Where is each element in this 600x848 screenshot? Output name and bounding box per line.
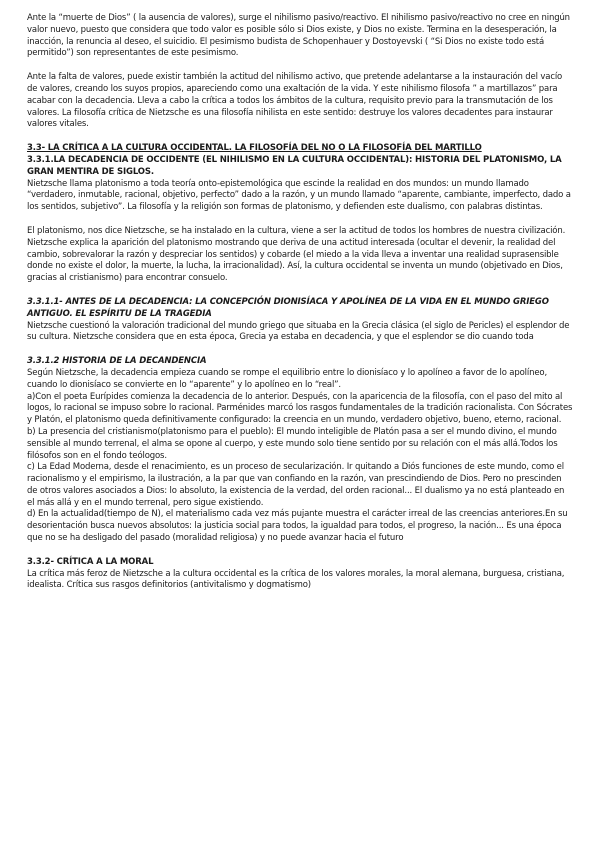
paragraph-platonism-origin: Nietzsche explica la aparición del platonismo mostrando que deriva de una actitud interesada (ocultar el devenir, la realidad del cambio, sobrevalorar la razón y despreciar los sentidos) y cobarde (el miedo a la vida lleva a inventar una realidad suprasensible donde no existe el dolor, la muerte, la lucha, la irracionalidad). Así, la cultura occidental se inventa un mundo (objetivado en Dios, gracias al cristianismo) para encontrar consuelo. bbox=[27, 237, 563, 284]
heading-3-3-1: 3.3.1.LA DECADENCIA DE OCCIDENTE (EL NIHILISMO EN LA CULTURA OCCIDENTAL): HISTORIA DEL PLATONISMO, LA GRAN MENTIRA DE SIGLOS. bbox=[27, 154, 562, 177]
paragraph-platonism-definition: Nietzsche llama platonismo a toda teoría onto-epistemológica que escinde la realidad en dos mundos: un mundo llamado “verdadero, inmutable, racional, objetivo, perfecto” dado a la razón, y un mundo llamado “aparente, cambiante, imperfecto, dado a los sentidos, subjetivo”. La filosofía y la religión son formas de platonismo, y defienden este dualismo, con palabras distintas. bbox=[27, 178, 571, 213]
paragraph-decadence-start: Según Nietzsche, la decadencia empieza cuando se rompe el equilibrio entre lo dionisíaco y lo apolíneo a favor de lo apolíneo, cuando lo dionisíaco se convierte en lo “aparente” y lo apolíneo en lo “real”. bbox=[27, 367, 547, 390]
heading-3-3-1-1: 3.3.1.1- ANTES DE LA DECADENCIA: LA CONCEPCIÓN DIONISÍACA Y APOLÍNEA DE LA VIDA EN EL MUNDO GRIEGO ANTIGUO. EL ESPÍRITU DE LA TRAGEDIA bbox=[27, 296, 549, 319]
paragraph-decadence-b: b) La presencia del cristianismo(platonismo para el pueblo): El mundo inteligible de Platón pasa a ser el mundo divino, el mundo sensible al mundo terrenal, el alma se opone al cuerpo, y este mundo solo tiene sentido por su relación con el más allá.Todos los filósofos son en el fondo teólogos. bbox=[27, 426, 558, 461]
paragraph-active-nihilism: Ante la falta de valores, puede existir también la actitud del nihilismo activo, que pretende adelantarse a la instauración del vacío de valores, creando los suyos propios, apareciendo como una exaltación de la vida. Y este nihilismo filosofa ” a martillazos” para acabar con la decadencia. Lleva a cabo la crítica a todos los ámbitos de la cultura, requisito previo para la transmutación de los valores. La filosofía crítica de Nietzsche es una filosofía nihilista en este sentido: destruye los valores decadentes para instaurar valores vitales. bbox=[27, 72, 563, 130]
heading-3-3-1-2: 3.3.1.2 HISTORIA DE LA DECANDENCIA bbox=[27, 356, 207, 367]
paragraph-decadence-c: c) La Edad Moderna, desde el renacimiento, es un proceso de secularización. Ir quitando a Diós funciones de este mundo, como el racionalismo y el empirismo, la ilustración, a la par que van confiando en la razón, van prescindiendo de Dios. Pero no prescinden de otros valores asociados a Dios: lo absoluto, la existencia de la verdad, del orden racional... El dualismo ya no está planteado en el más allá y en el mundo terrenal, pero sigue existiendo. bbox=[27, 462, 565, 508]
paragraph-decadence-d: d) En la actualidad(tiempo de N), el materialismo cada vez más pujante muestra el carácter irreal de las creencias anteriores.En su desorientación busca nuevos absolutos: la justicia social para todos, la igualdad para todos, el progreso, la nación... Es una época que no se ha desligado del pasado (moralidad religiosa) y no puede avanzar hacia el futuro bbox=[27, 509, 568, 544]
paragraph-platonism-culture: El platonismo, nos dice Nietzsche, se ha instalado en la cultura, viene a ser la actitud de todos los hombres de nuestra civilización. bbox=[27, 225, 566, 236]
heading-3-3: 3.3- LA CRÍTICA A LA CULTURA OCCIDENTAL. LA FILOSOFÍA DEL NO O LA FILOSOFÍA DEL MARTILLO bbox=[27, 143, 482, 154]
heading-3-3-2: 3.3.2- CRÍTICA A LA MORAL bbox=[27, 556, 154, 567]
paragraph-moral-critique: La crítica más feroz de Nietzsche a la cultura occidental es la crítica de los valores morales, la moral alemana, burguesa, cristiana, idealista. Crítica sus rasgos definitorios (antivitalismo y dogmatismo) bbox=[27, 568, 565, 591]
paragraph-pasive-nihilism: Ante la “muerte de Dios” ( la ausencia de valores), surge el nihilismo pasivo/reactivo. El nihilismo pasivo/reactivo no cree en ningún valor nuevo, puesto que considera que todo valor es posible sólo si Dios existe, y Dios no existe. Termina en la desesperación, la inacción, la renuncia al deseo, el suicidio. El pesimismo budista de Schopenhauer y Dostoyevski ( “Si Dios no existe todo está permitido”) son representantes de este pesimismo. bbox=[27, 13, 570, 59]
paragraph-greek-world: Nietzsche cuestionó la valoración tradicional del mundo griego que situaba en la Grecia clásica (el siglo de Pericles) el esplendor de su cultura. Nietzsche considera que en esta época, Grecia ya estaba en decadencia, y que el esplendor se dio cuando toda bbox=[27, 320, 570, 343]
paragraph-decadence-a: a)Con el poeta Eurípides comienza la decadencia de lo anterior. Después, con la aparicencia de la filosofía, con el paso del mito al logos, lo racional se impuso sobre lo racional. Parménides marcó los rasgos fundamentales de la tradición racionalista. Con Sócrates y Platón, el platonismo queda definitivamente configurado: la creencia en un mundo, verdadero objetivo, bueno, eterno, racional. bbox=[27, 391, 573, 426]
